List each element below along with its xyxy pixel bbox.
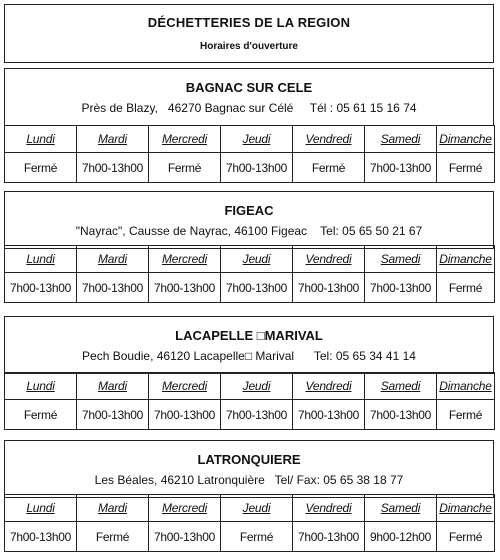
day-header: Jeudi [221,373,293,400]
day-header: Mardi [77,246,149,273]
site-name: LACAPELLE □MARIVAL [175,328,323,343]
hours-cell: 7h00-13h00 [149,522,221,552]
hours-cell: Fermé [293,153,365,183]
day-header: Dimanche [437,246,495,273]
site-address: "Nayrac", Causse de Nayrac, 46100 Figeac Tel: 05 65 50 21 67 [75,224,423,238]
day-header: Samedi [365,246,437,273]
hours-cell: 7h00-13h00 [221,400,293,430]
day-header: Mardi [77,495,149,522]
opening-hours-sheet [4,4,494,555]
day-header: Samedi [365,495,437,522]
hours-cell: 7h00-13h00 [365,400,437,430]
day-header: Vendredi [293,126,365,153]
site-name: LATRONQUIERE [197,452,301,467]
hours-cell: 7h00-13h00 [5,522,77,552]
day-header: Mercredi [149,495,221,522]
day-header: Jeudi [221,495,293,522]
hours-cell: Fermé [5,153,77,183]
hours-cell: Fermé [77,522,149,552]
day-header: Dimanche [437,373,495,400]
hours-cell: 7h00-13h00 [221,153,293,183]
hours-row [5,153,495,183]
hours-cell: Fermé [437,153,495,183]
document-header [4,4,494,63]
hours-cell: Fermé [437,400,495,430]
hours-cell: 7h00-13h00 [77,153,149,183]
hours-table-lacapelle [4,372,495,430]
hours-table-bagnac [4,125,495,183]
site-header-latronquiere [4,440,494,498]
day-header: Jeudi [221,126,293,153]
hours-row [5,522,495,552]
hours-cell: Fermé [149,153,221,183]
hours-cell: 7h00-13h00 [77,400,149,430]
day-header-row [5,246,495,273]
day-header: Lundi [5,126,77,153]
day-header-row [5,126,495,153]
day-header: Samedi [365,126,437,153]
day-header-row [5,373,495,400]
hours-table-latronquiere [4,494,495,552]
site-address: Les Béales, 46210 Latronquière Tel/ Fax: 05 65 38 18 77 [94,473,404,487]
hours-cell: 7h00-13h00 [149,400,221,430]
day-header: Mardi [77,126,149,153]
day-header: Mercredi [149,373,221,400]
site-header-lacapelle [4,316,494,374]
day-header: Dimanche [437,495,495,522]
hours-cell: 7h00-13h00 [149,273,221,303]
site-header-bagnac [4,68,494,126]
hours-cell: Fermé [221,522,293,552]
hours-cell: Fermé [437,273,495,303]
site-name: FIGEAC [224,203,274,218]
hours-cell: 7h00-13h00 [365,273,437,303]
hours-table-figeac [4,245,495,303]
document-subtitle: Horaires d'ouverture [200,41,298,52]
hours-cell: 7h00-13h00 [221,273,293,303]
hours-cell: 7h00-13h00 [293,522,365,552]
day-header: Mercredi [149,246,221,273]
document-title: DÉCHETTERIES DE LA REGION [147,15,351,30]
hours-cell: Fermé [437,522,495,552]
hours-cell: 7h00-13h00 [5,273,77,303]
site-address: Pech Boudie, 46120 Lacapelle□ Marival Tel: 05 65 34 41 14 [82,349,416,363]
site-address: Près de Blazy, 46270 Bagnac sur Célé Tél : 05 61 15 16 74 [81,101,417,115]
site-name: BAGNAC SUR CELE [185,80,313,95]
site-header-figeac [4,191,494,249]
day-header: Lundi [5,246,77,273]
day-header: Samedi [365,373,437,400]
hours-row [5,273,495,303]
day-header: Lundi [5,373,77,400]
day-header: Mardi [77,373,149,400]
hours-cell: Fermé [5,400,77,430]
day-header: Vendredi [293,246,365,273]
day-header: Lundi [5,495,77,522]
day-header: Jeudi [221,246,293,273]
day-header: Mercredi [149,126,221,153]
hours-cell: 7h00-13h00 [77,273,149,303]
day-header: Dimanche [437,126,495,153]
day-header: Vendredi [293,495,365,522]
day-header-row [5,495,495,522]
day-header: Vendredi [293,373,365,400]
hours-cell: 7h00-13h00 [293,400,365,430]
hours-cell: 7h00-13h00 [293,273,365,303]
hours-cell: 7h00-13h00 [365,153,437,183]
hours-cell: 9h00-12h00 [365,522,437,552]
hours-row [5,400,495,430]
